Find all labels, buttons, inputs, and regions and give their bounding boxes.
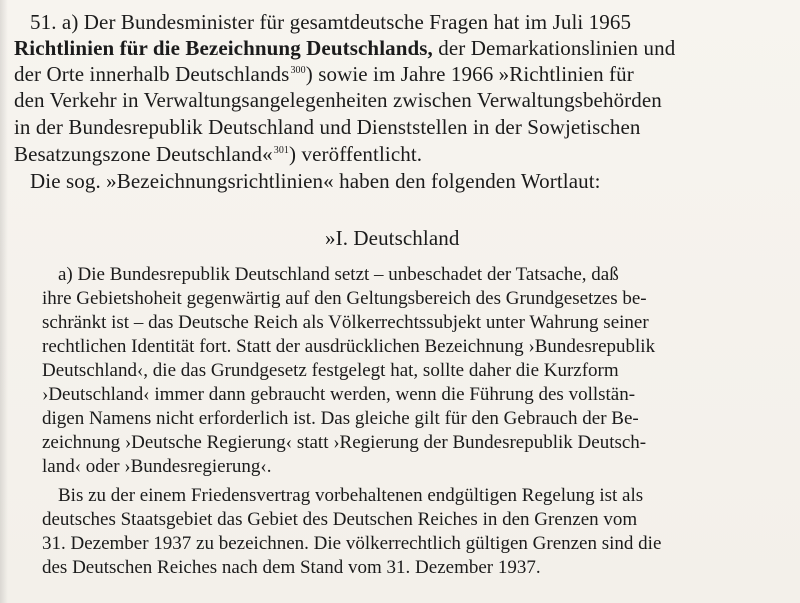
para51-line-6b: ) veröffentlicht.: [289, 142, 423, 166]
quote-p1-line-7: digen Namens nicht erforderlich ist. Das gleiche gilt für den Gebrauch der Be-: [42, 408, 639, 429]
para51-line-6: [14, 144, 422, 165]
quote-p1-line-9: land‹ oder ›Bundesregierung‹.: [42, 456, 272, 477]
quote-p1-line-1: a) Die Bundesrepublik Deutschland setzt – unbeschadet der Tatsache, daß: [58, 264, 619, 285]
quote-p1-line-6: ›Deutschland‹ immer dann gebraucht werden, wenn die Führung des vollstän-: [42, 384, 636, 405]
para51-line-5: in der Bundesrepublik Deutschland und Dienststellen in der Sowjetischen: [14, 115, 641, 139]
para51-line-3b: ) sowie im Jahre 1966 »Richtlinien für: [305, 62, 634, 86]
footnote-ref-301: 301: [273, 145, 290, 156]
page-edge-shadow: [0, 0, 8, 603]
quote-p2-line-1: Bis zu der einem Friedensvertrag vorbehaltenen endgültigen Regelung ist als: [58, 485, 644, 506]
para51-bold-title: Richtlinien für die Bezeichnung Deutschlands,: [14, 36, 433, 60]
quote-p1-line-5: Deutschland‹, die das Grundgesetz festgelegt hat, sollte daher die Kurzform: [42, 360, 619, 381]
quote-p1-line-4: rechtlichen Identität fort. Statt der ausdrücklichen Bezeichnung ›Bundesrepublik: [42, 336, 656, 357]
para51-line-3: [14, 64, 634, 85]
para51-line-2: [14, 38, 675, 59]
para51-line-7: Die sog. »Bezeichnungsrichtlinien« haben den folgenden Wortlaut:: [30, 169, 601, 193]
quote-p2-line-3: 31. Dezember 1937 zu bezeichnen. Die völkerrechtlich gültigen Grenzen sind die: [42, 533, 662, 554]
para51-line-4: den Verkehr in Verwaltungsangelegenheiten zwischen Verwaltungsbehörden: [14, 88, 662, 112]
quote-heading: »I. Deutschland: [325, 226, 460, 250]
quote-p2-line-4: des Deutschen Reiches nach dem Stand vom 31. Dezember 1937.: [42, 557, 541, 578]
para51-line-6a: Besatzungszone Deutschland«: [14, 142, 273, 166]
quote-p2-line-2: deutsches Staatsgebiet das Gebiet des Deutschen Reiches in den Grenzen vom: [42, 509, 638, 530]
quote-p1-line-8: zeichnung ›Deutsche Regierung‹ statt ›Regierung der Bundesrepublik Deutsch-: [42, 432, 647, 453]
para51-line-2-rest: der Demarkationslinien und: [432, 36, 676, 60]
para51-line-3a: der Orte innerhalb Deutschlands: [14, 62, 290, 86]
footnote-ref-300: 300: [290, 65, 306, 76]
para51-line-1: 51. a) Der Bundesminister für gesamtdeutsche Fragen hat im Juli 1965: [30, 10, 632, 34]
quote-p1-line-3: schränkt ist – das Deutsche Reich als Völkerrechtssubjekt unter Wahrung seiner: [42, 312, 649, 333]
quote-p1-line-2: ihre Gebietshoheit gegenwärtig auf den Geltungsbereich des Grundgesetzes be-: [42, 288, 647, 309]
